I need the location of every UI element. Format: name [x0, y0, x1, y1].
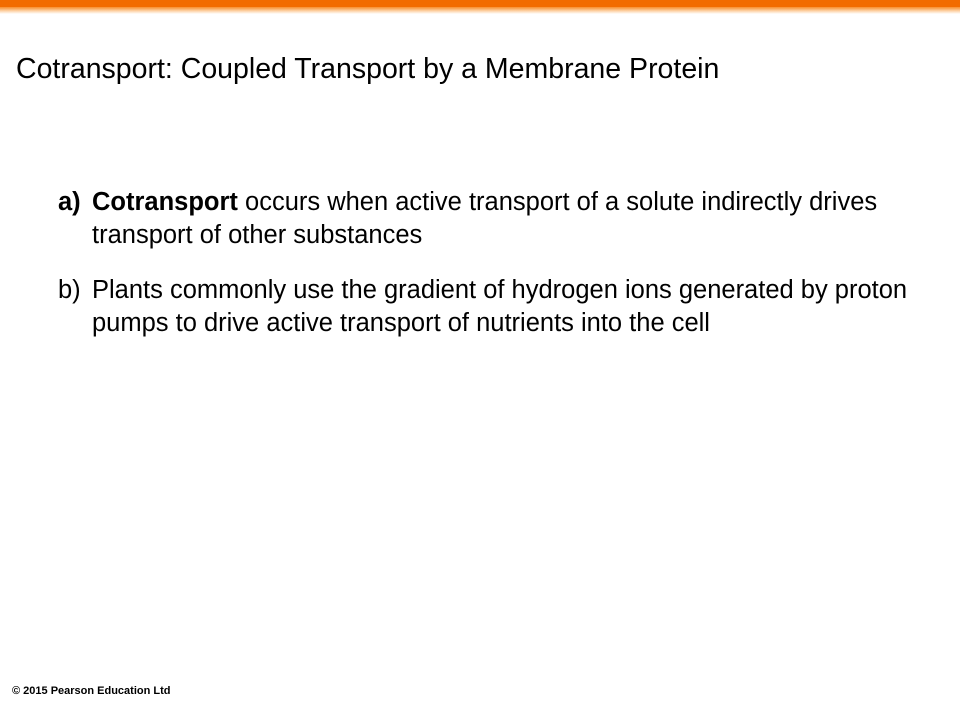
list-item — [58, 186, 926, 252]
list-item-rest: occurs when active transport of a solute indirectly drives transport of other substances — [92, 188, 878, 249]
bullet-list — [58, 186, 926, 362]
list-item-rest: Plants commonly use the gradient of hydrogen ions generated by proton pumps to drive active transport of nutrients into the cell — [92, 276, 908, 337]
list-item — [58, 274, 926, 340]
top-accent-bar-core — [0, 0, 960, 7]
copyright-footer: © 2015 Pearson Education Ltd — [12, 685, 171, 697]
list-item-text — [92, 186, 926, 252]
list-item-marker: b) — [58, 276, 81, 304]
list-item-marker: a) — [58, 188, 81, 216]
list-item-lead: Cotransport — [92, 188, 238, 216]
list-item-text — [92, 274, 926, 340]
page-title: Cotransport: Coupled Transport by a Membrane Protein — [16, 53, 720, 86]
top-accent-bar — [0, 0, 960, 14]
